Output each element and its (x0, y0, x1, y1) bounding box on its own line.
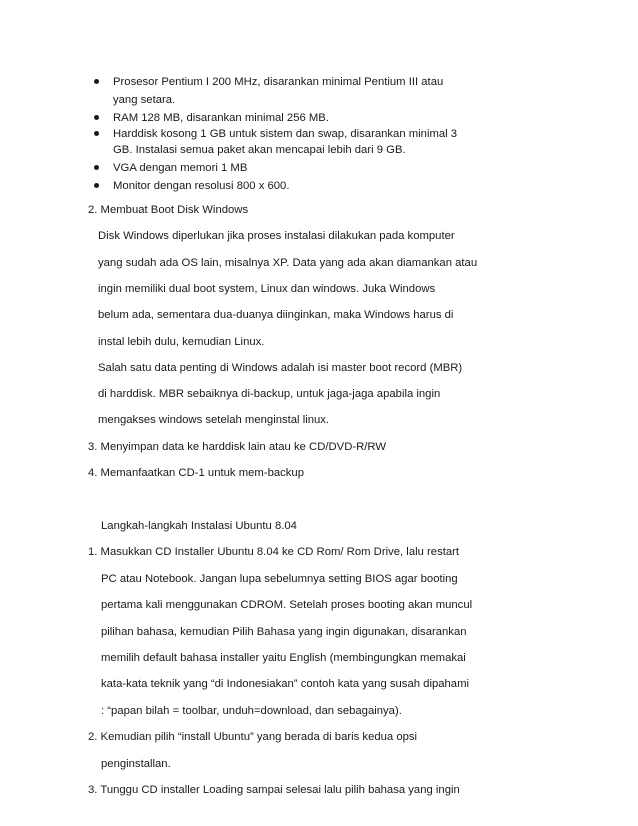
paragraph-line: mengakses windows setelah menginstal linux. (98, 414, 330, 426)
section-heading: 3. Menyimpan data ke harddisk lain atau ke CD/DVD-R/RW (88, 441, 387, 453)
list-item-continuation: GB. Instalasi semua paket akan mencapai lebih dari 9 GB. (113, 144, 406, 156)
bullet-icon (94, 165, 99, 170)
bullet-icon (94, 79, 99, 84)
ubuntu-title: Langkah-langkah Instalasi Ubuntu 8.04 (101, 520, 297, 532)
paragraph-line: belum ada, sementara dua-duanya diinginkan, maka Windows harus di (98, 309, 454, 321)
step-line: pertama kali menggunakan CDROM. Setelah proses booting akan muncul (101, 599, 473, 611)
paragraph-line: ingin memiliki dual boot system, Linux dan windows. Juka Windows (98, 283, 436, 295)
step-line: penginstallan. (101, 758, 171, 770)
step-line: : “papan bilah = toolbar, unduh=download, dan sebagainya). (101, 705, 402, 717)
bullet-icon (94, 183, 99, 188)
list-item: Prosesor Pentium I 200 MHz, disarankan minimal Pentium III atau (113, 76, 444, 88)
bullet-icon (94, 115, 99, 120)
paragraph-line: Disk Windows diperlukan jika proses instalasi dilakukan pada komputer (98, 230, 455, 242)
section-heading: 4. Memanfaatkan CD-1 untuk mem-backup (88, 467, 304, 479)
paragraph-line: yang sudah ada OS lain, misalnya XP. Data yang ada akan diamankan atau (98, 257, 478, 269)
step-line: kata-kata teknik yang “di Indonesiakan” contoh kata yang susah dipahami (101, 678, 470, 690)
paragraph-line: Salah satu data penting di Windows adalah isi master boot record (MBR) (98, 362, 463, 374)
step-heading: 3. Tunggu CD installer Loading sampai selesai lalu pilih bahasa yang ingin (88, 784, 460, 796)
step-line: PC atau Notebook. Jangan lupa sebelumnya setting BIOS agar booting (101, 573, 458, 585)
list-item: VGA dengan memori 1 MB (113, 162, 248, 174)
step-line: memilih default bahasa installer yaitu English (membingungkan memakai (101, 652, 466, 664)
list-item-continuation: yang setara. (113, 94, 176, 106)
bullet-icon (94, 131, 99, 136)
paragraph-line: instal lebih dulu, kemudian Linux. (98, 336, 265, 348)
list-item: Monitor dengan resolusi 800 x 600. (113, 180, 290, 192)
list-item: RAM 128 MB, disarankan minimal 256 MB. (113, 112, 329, 124)
step-heading: 1. Masukkan CD Installer Ubuntu 8.04 ke CD Rom/ Rom Drive, lalu restart (88, 546, 460, 558)
step-heading: 2. Kemudian pilih “install Ubuntu” yang berada di baris kedua opsi (88, 731, 418, 743)
paragraph-line: di harddisk. MBR sebaiknya di-backup, untuk jaga-jaga apabila ingin (98, 388, 441, 400)
list-item: Harddisk kosong 1 GB untuk sistem dan swap, disarankan minimal 3 (113, 128, 458, 140)
section-heading: 2. Membuat Boot Disk Windows (88, 204, 249, 216)
step-line: pilihan bahasa, kemudian Pilih Bahasa yang ingin digunakan, disarankan (101, 626, 467, 638)
